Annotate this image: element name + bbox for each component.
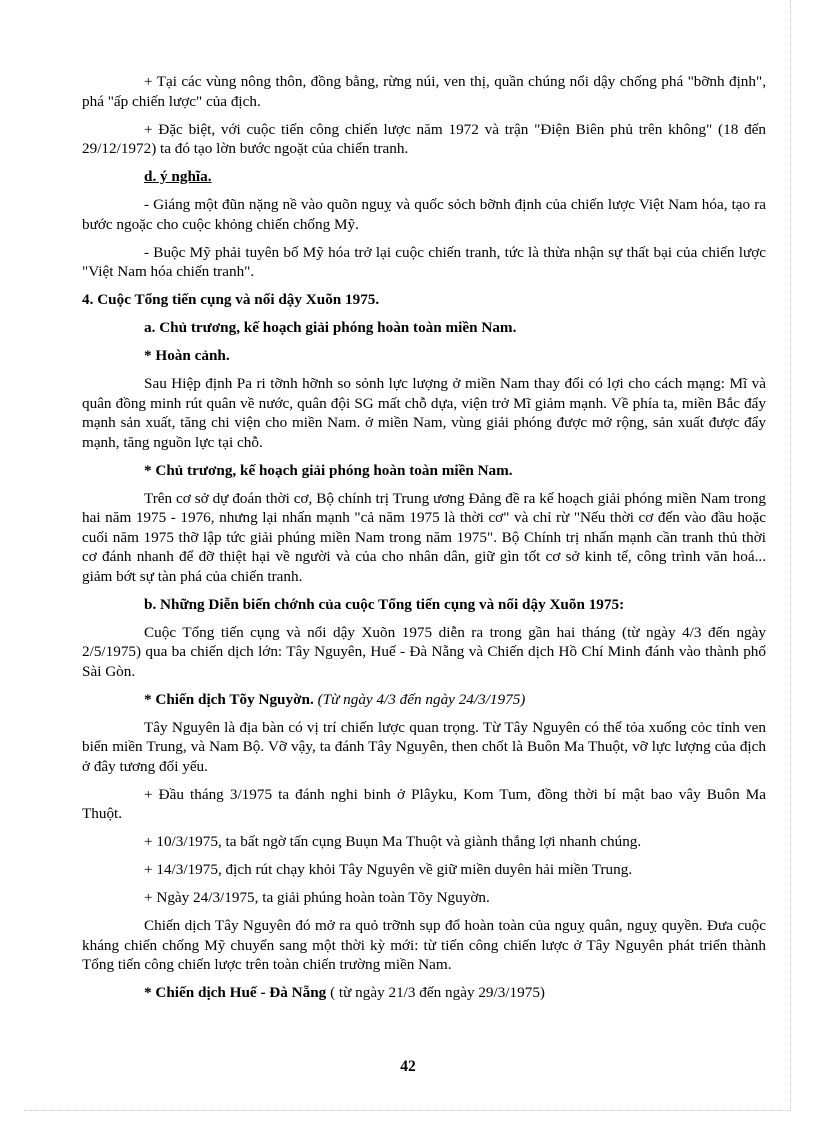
page-number: 42 xyxy=(400,1058,416,1075)
subheading-tay-nguyen-title: * Chiến dịch Tõy Nguyờn. xyxy=(144,690,314,708)
subheading-hue-title: * Chiến dịch Huế - Đà Nẵng xyxy=(144,984,327,1001)
paragraph: Sau Hiệp định Pa ri tỡnh hỡnh so sỏnh lực lượng ở miền Nam thay đổi có lợi cho cách mạng: Mĩ và quân đồng minh rút quân về nước, quân đội SG mất chỗ dựa, viện trở Mĩ giảm mạnh. Về phía ta, miền Bắc đẩy mạnh sản xuất, tăng chi viện cho miền Nam. ở miền Nam, vùng giải phóng được mở rộng, sản xuất được đẩy mạnh, tăng nguồn lực tại chỗ. xyxy=(82,375,766,451)
paragraph: - Buộc Mỹ phải tuyên bố Mỹ hóa trở lại cuộc chiến tranh, tức là thừa nhận sự thất bại của chiến lược "Việt Nam hóa chiến tranh". xyxy=(82,243,766,280)
subheading-hue-date: ( từ ngày 21/3 đến ngày 29/3/1975) xyxy=(330,984,545,1001)
subheading-tay-nguyen xyxy=(82,690,766,710)
subheading-plan: * Chủ trương, kế hoạch giải phóng hoàn toàn miền Nam. xyxy=(144,461,513,479)
page-body xyxy=(82,72,766,1003)
paragraph: + Đầu tháng 3/1975 ta đánh nghi binh ở Plâyku, Kom Tum, đồng thời bí mật bao vây Buôn Ma Thuột. xyxy=(82,785,766,822)
paragraph: Chiến dịch Tây Nguyên đó mở ra quỏ trỡnh sụp đổ hoàn toàn của nguỵ quân, nguỵ quyền. Đưa cuộc kháng chiến chống Mỹ chuyển sang một thời kỳ mới: từ tiến công chiến lược ở Tây Nguyên phát triển thành Tổng tiến công chiến lược trên toàn chiến trường miền Nam. xyxy=(82,917,766,973)
paragraph: Trên cơ sở dự đoán thời cơ, Bộ chính trị Trung ương Đảng đề ra kế hoạch giải phóng miền Nam trong hai năm 1975 - 1976, nhưng lại nhấn mạnh "cả năm 1975 là thời cơ" và chỉ rừ "Nếu thời cơ đến vào đầu hoặc cuối năm 1975 thỡ lập tức giải phúng miền Nam trong năm 1975". Bộ Chính trị nhấn mạnh cần tranh thủ thời cơ đánh nhanh để đỡ thiệt hại về người và của cho nhân dân, giữ gìn tốt cơ sở kinh tế, công trình văn hoá... giảm bớt sự tàn phá của chiến tranh. xyxy=(82,489,766,585)
paragraph: - Giáng một đũn nặng nề vào quõn nguỵ và quốc sỏch bỡnh định của chiến lược Việt Nam hóa, tạo ra bước ngoặc cho cuộc khỏng chiến chống Mỹ. xyxy=(82,196,766,233)
subheading-context: * Hoàn cảnh. xyxy=(144,347,230,364)
subheading-hue-da-nang xyxy=(82,983,766,1003)
paragraph: + Ngày 24/3/1975, ta giải phúng hoàn toàn Tõy Nguyờn. xyxy=(144,889,490,906)
paragraph: + Đặc biệt, với cuộc tiến công chiến lược năm 1972 và trận "Điện Biên phủ trên không" (18 đến 29/12/1972) ta đó tạo lờn bước ngoặt của chiến tranh. xyxy=(82,120,766,157)
paragraph: + 10/3/1975, ta bất ngờ tấn cụng Buụn Ma Thuột và giành thắng lợi nhanh chúng. xyxy=(144,833,642,850)
subsection-heading-b: b. Những Diễn biến chớnh của cuộc Tổng tiến cụng và nổi dậy Xuõn 1975: xyxy=(144,595,625,613)
paragraph: + Tại các vùng nông thôn, đồng bằng, rừng núi, ven thị, quần chúng nổi dậy chống phá "bỡnh định", phá "ấp chiến lược" của địch. xyxy=(82,73,766,110)
page-border-bottom xyxy=(24,1110,790,1111)
subsection-heading-a: a. Chủ trương, kế hoạch giải phóng hoàn toàn miền Nam. xyxy=(144,319,517,336)
page-border-right xyxy=(790,0,791,1110)
paragraph: Cuộc Tổng tiến cụng và nổi dậy Xuõn 1975 diễn ra trong gần hai tháng (từ ngày 4/3 đến ngày 2/5/1975) qua ba chiến dịch lớn: Tây Nguyên, Huế - Đà Nẵng và Chiến dịch Hồ Chí Minh đánh vào thành phố Sài Gòn. xyxy=(82,623,766,680)
section-heading-4: 4. Cuộc Tổng tiến cụng và nổi dậy Xuõn 1975. xyxy=(82,291,380,308)
subheading-tay-nguyen-date: (Từ ngày 4/3 đến ngày 24/3/1975) xyxy=(317,690,526,708)
paragraph: + 14/3/1975, địch rút chạy khỏi Tây Nguyên về giữ miền duyên hải miền Trung. xyxy=(144,861,633,878)
paragraph: Tây Nguyên là địa bàn có vị trí chiến lược quan trọng. Từ Tây Nguyên có thể tỏa xuống cỏc tỉnh ven biển miền Trung, và Nam Bộ. Vỡ vậy, ta đánh Tây Nguyên, then chốt là Buôn Ma Thuột, vỡ lực lượng của địch ở đây tương đối yếu. xyxy=(82,718,766,775)
section-heading-significance: d. ý nghĩa. xyxy=(144,168,212,185)
